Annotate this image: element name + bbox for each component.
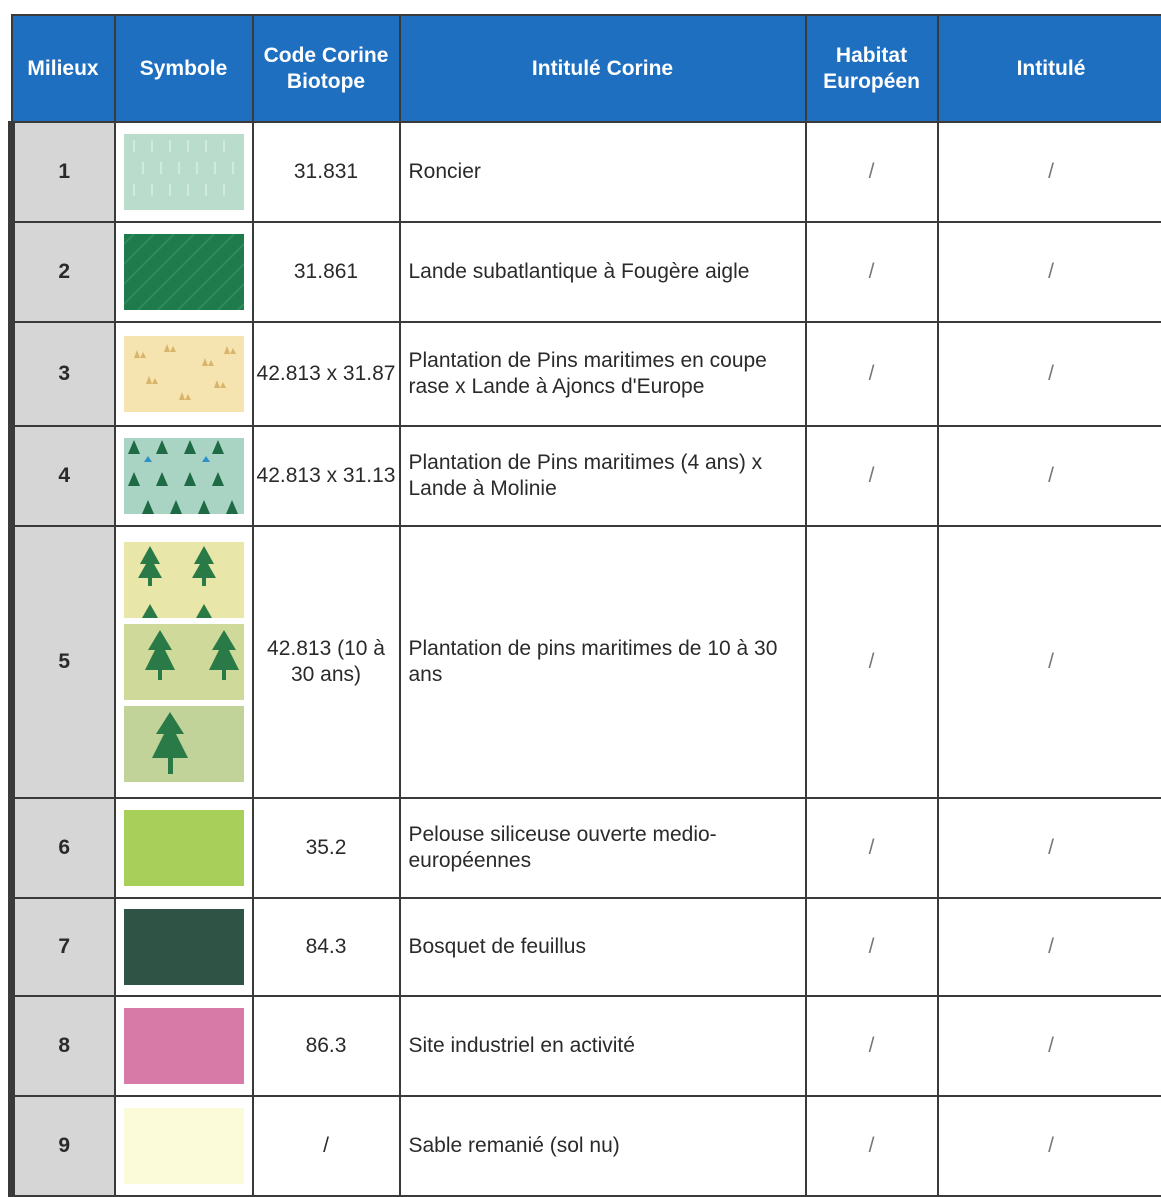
corine-label: Pelouse siliceuse ouverte medio-européennes [400,798,806,898]
symbol-cell [115,322,253,426]
corine-label: Plantation de Pins maritimes en coupe rase x Lande à Ajoncs d'Europe [400,322,806,426]
habitat-value: / [806,1096,938,1196]
milieu-number: 8 [12,996,115,1096]
intitule-value: / [938,996,1161,1096]
header-intitule: Intitulé [938,15,1161,122]
symbol-cell [115,426,253,526]
intitule-value: / [938,798,1161,898]
intitule-value: / [938,322,1161,426]
table-row [12,122,1161,222]
intitule-value: / [938,222,1161,322]
corine-code: 86.3 [253,996,400,1096]
milieu-number: 3 [12,322,115,426]
intitule-value: / [938,1096,1161,1196]
pine-tree-icon [124,706,244,782]
table-row [12,898,1161,996]
habitat-value: / [806,222,938,322]
corine-code: 42.813 (10 à 30 ans) [253,526,400,798]
corine-label: Site industriel en activité [400,996,806,1096]
corine-code: 42.813 x 31.87 [253,322,400,426]
symbol-cell [115,996,253,1096]
symbol-cell [115,1096,253,1196]
corine-label: Sable remanié (sol nu) [400,1096,806,1196]
pelouse-swatch [124,810,244,886]
header-row [12,15,1161,122]
header-milieux: Milieux [12,15,115,122]
milieu-number: 5 [12,526,115,798]
milieu-number: 9 [12,1096,115,1196]
corine-label: Plantation de Pins maritimes (4 ans) x Lande à Molinie [400,426,806,526]
table-row [12,426,1161,526]
pine-tree-icon [124,542,244,618]
corine-label: Roncier [400,122,806,222]
milieu-number: 6 [12,798,115,898]
symbol-cell [115,798,253,898]
corine-code: 42.813 x 31.13 [253,426,400,526]
corine-code: / [253,1096,400,1196]
corine-label: Lande subatlantique à Fougère aigle [400,222,806,322]
intitule-value: / [938,426,1161,526]
sable-swatch [124,1108,244,1184]
corine-code: 31.831 [253,122,400,222]
fern-hatch-icon [124,234,244,310]
habitat-value: / [806,426,938,526]
habitat-value: / [806,322,938,426]
symbol-cell [115,222,253,322]
table-row [12,1096,1161,1196]
symbol-cell [115,898,253,996]
milieu-number: 4 [12,426,115,526]
symbol-cell [115,526,253,798]
pine-tree-icon [124,624,244,700]
corine-label: Bosquet de feuillus [400,898,806,996]
milieu-number: 2 [12,222,115,322]
table-row [12,222,1161,322]
corine-label: Plantation de pins maritimes de 10 à 30 ans [400,526,806,798]
habitat-value: / [806,798,938,898]
habitat-value: / [806,526,938,798]
habitat-value: / [806,898,938,996]
table-row [12,798,1161,898]
milieu-number: 1 [12,122,115,222]
corine-code: 84.3 [253,898,400,996]
corine-code: 31.861 [253,222,400,322]
table-row [12,322,1161,426]
header-code: Code Corine Biotope [253,15,400,122]
header-habitat: Habitat Européen [806,15,938,122]
header-intitule-corine: Intitulé Corine [400,15,806,122]
table-row [12,526,1161,798]
table-row [12,996,1161,1096]
intitule-value: / [938,898,1161,996]
habitat-table [8,14,1161,1197]
habitat-value: / [806,122,938,222]
intitule-value: / [938,526,1161,798]
corine-code: 35.2 [253,798,400,898]
header-symbole: Symbole [115,15,253,122]
bosquet-swatch [124,909,244,985]
habitat-value: / [806,996,938,1096]
gorse-pattern-icon [124,336,244,412]
industriel-swatch [124,1008,244,1084]
symbol-cell [115,122,253,222]
young-pine-pattern-icon [124,438,244,514]
intitule-value: / [938,122,1161,222]
milieu-number: 7 [12,898,115,996]
bramble-pattern-icon [124,134,244,210]
